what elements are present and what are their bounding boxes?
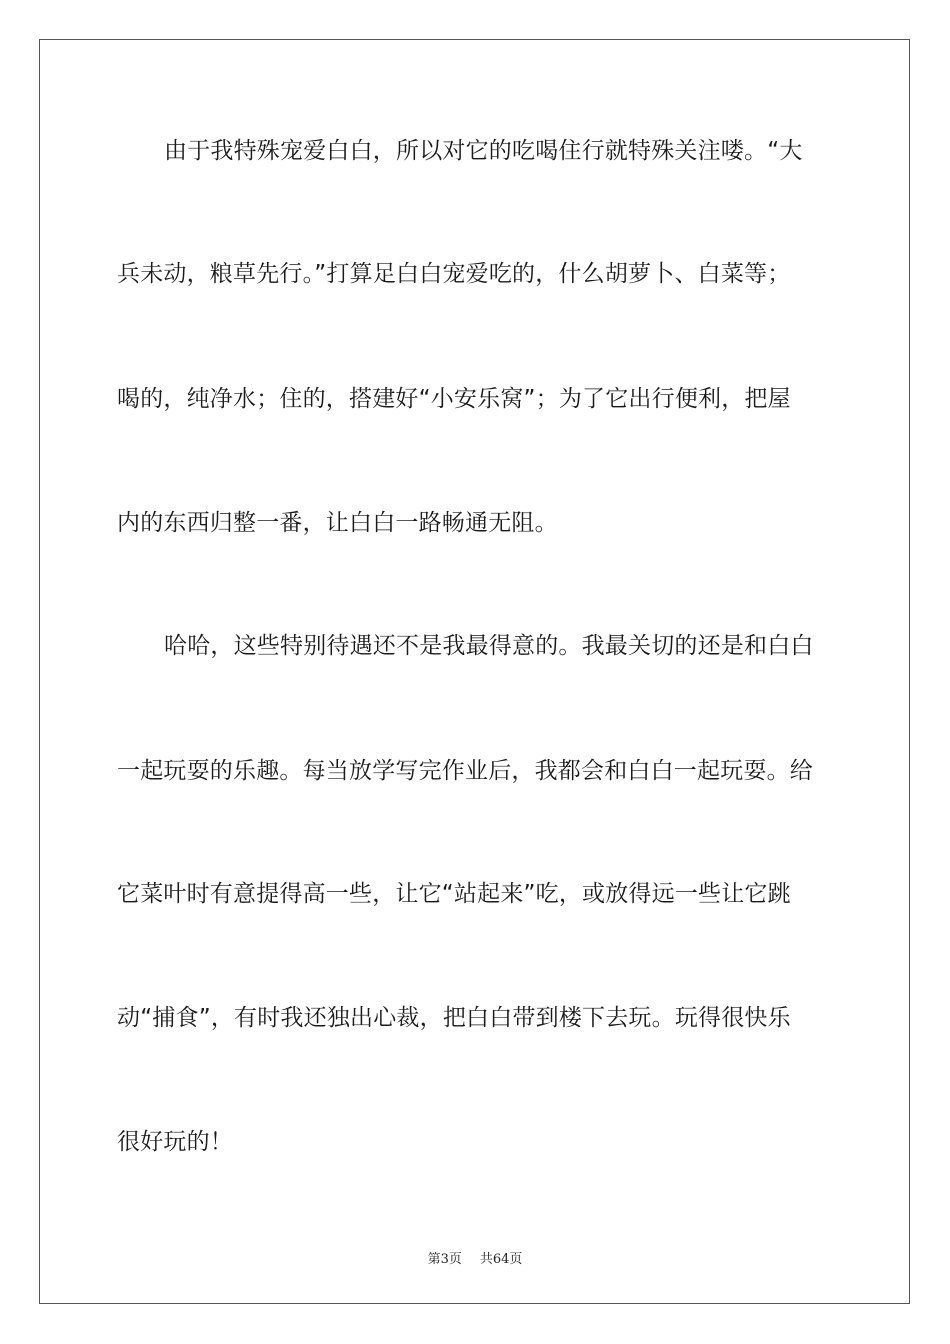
paragraph-1-line-4: 内的东西归整一番，让白白一路畅通无阻。: [117, 510, 558, 536]
paragraph-1-line-2: 兵未动，粮草先行。”打算足白白宠爱吃的，什么胡萝卜、白菜等；: [117, 261, 791, 287]
paragraph-1-line-3: 喝的，纯净水；住的，搭建好“小安乐窝”；为了它出行便利，把屋: [117, 386, 791, 412]
paragraph-2-line-4: 动“捕食”，有时我还独出心裁，把白白带到楼下去玩。玩得很快乐: [117, 1005, 791, 1031]
paragraph-2-line-2: 一起玩耍的乐趣。每当放学写完作业后，我都会和白白一起玩耍。给: [117, 758, 813, 784]
page-footer: [0, 1248, 950, 1267]
paragraph-2-line-1: 哈哈，这些特别待遇还不是我最得意的。我最关切的还是和白白: [164, 633, 814, 659]
paragraph-1-line-1: 由于我特殊宠爱白白，所以对它的吃喝住行就特殊关注喽。“大: [164, 138, 803, 164]
page-number: 第3页: [427, 1252, 462, 1267]
page-total: 共64页: [479, 1252, 523, 1267]
paragraph-2-line-3: 它菜叶时有意提得高一些，让它“站起来”吃，或放得远一些让它跳: [117, 881, 791, 907]
page-border: [39, 39, 910, 1304]
paragraph-2-line-5: 很好玩的！: [117, 1129, 233, 1155]
